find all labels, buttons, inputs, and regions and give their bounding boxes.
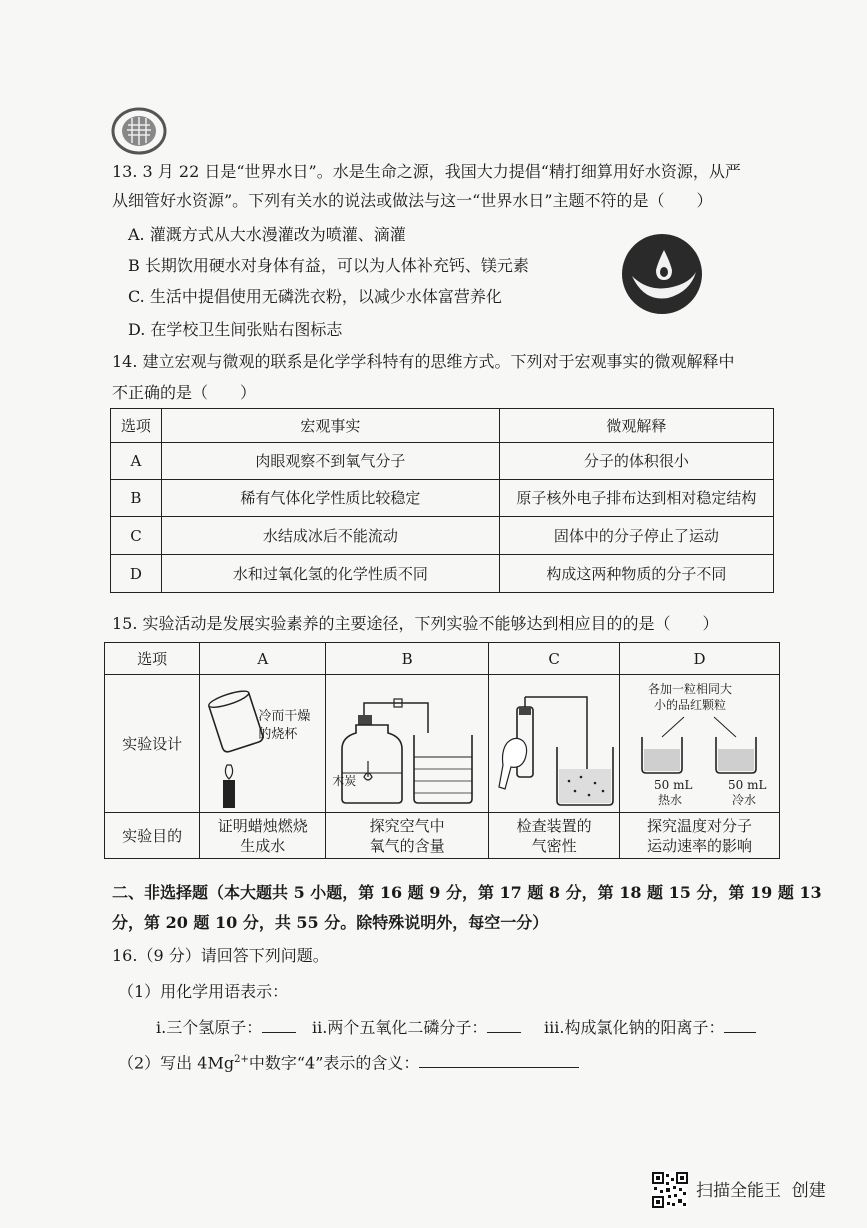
q13-stem-line2: 从细管好水资源”。下列有关水的说法或做法与这一“世界水日”主题不符的是（ ） — [112, 191, 713, 210]
q14-stem-line1: 14. 建立宏观与微观的联系是化学学科特有的思维方式。下列对于宏观事实的微观解释中 — [112, 352, 735, 371]
table-header-row — [111, 409, 774, 443]
figure-a-label-line2: 的烧杯 — [258, 727, 298, 742]
header-cell: 宏观事实 — [161, 409, 499, 443]
figure-b-label: 木炭 — [332, 774, 357, 788]
figure-b-cell — [326, 675, 489, 813]
figure-d-left-volume: 50 mL — [654, 778, 693, 792]
q16-sub1: （1）用化学用语表示： — [118, 982, 289, 1001]
section2-heading-line2: 分，第 20 题 10 分，共 55 分。除特殊说明外，每空一分） — [112, 913, 549, 932]
q16-stem: 16.（9 分）请回答下列问题。 — [112, 946, 329, 965]
table-header-row — [105, 643, 780, 675]
purpose-c-line1: 检查装置的 — [516, 816, 592, 835]
figure-d-top-line2: 小的品红颗粒 — [654, 698, 727, 712]
purpose-c-line2: 气密性 — [531, 836, 577, 855]
header-cell: 选项 — [111, 409, 162, 443]
figure-a-label-line1: 冷而干燥 — [258, 709, 311, 724]
figure-c-cell — [489, 675, 620, 813]
answer-blank-sub2[interactable] — [419, 1053, 579, 1068]
cell: 稀有气体化学性质比较稳定 — [161, 480, 499, 517]
table-row — [111, 480, 774, 517]
purpose-b — [326, 813, 489, 859]
header-cell: C — [489, 643, 620, 675]
cell: 固体中的分子停止了运动 — [499, 517, 773, 555]
q16-sub2-prefix: （2）写出 4Mg — [118, 1053, 235, 1073]
figure-d-right-temp: 冷水 — [732, 793, 757, 807]
q16-item-ii-label: ii.两个五氧化二磷分子： — [312, 1018, 488, 1037]
q13-option-a: A. 灌溉方式从大水漫灌改为喷灌、滴灌 — [128, 225, 406, 244]
figure-a-cell — [200, 675, 326, 813]
table-row — [111, 443, 774, 480]
design-label: 实验设计 — [105, 675, 200, 813]
purpose-d-line2: 运动速率的影响 — [647, 836, 753, 855]
cell: 构成这两种物质的分子不同 — [499, 555, 773, 593]
purpose-c — [489, 813, 620, 859]
table-row — [105, 675, 780, 813]
header-cell: A — [200, 643, 326, 675]
figure-d-right-volume: 50 mL — [728, 778, 767, 792]
header-cell: 选项 — [105, 643, 200, 675]
q13-option-c: C. 生活中提倡使用无磷洗衣粉，以减少水体富营养化 — [128, 287, 502, 306]
q15-stem: 15. 实验活动是发展实验素养的主要途径，下列实验不能够达到相应目的的是（ ） — [112, 614, 719, 633]
cell: 肉眼观察不到氧气分子 — [161, 443, 499, 480]
cell: D — [111, 555, 162, 593]
q16-item-iii-label: iii.构成氯化钠的阳离子： — [544, 1018, 725, 1037]
seal-logo — [110, 103, 168, 155]
purpose-a-line1: 证明蜡烛燃烧 — [217, 816, 308, 835]
cell: A — [111, 443, 162, 480]
cell: 分子的体积很小 — [499, 443, 773, 480]
table-row — [111, 517, 774, 555]
purpose-a-line2: 生成水 — [240, 836, 286, 855]
q16-sub2-suffix: 中数字“4”表示的含义： — [248, 1053, 420, 1073]
candle-beaker-figure — [203, 677, 323, 811]
cell: B — [111, 480, 162, 517]
air-oxygen-apparatus-figure — [328, 677, 486, 811]
purpose-label: 实验目的 — [105, 813, 200, 859]
q16-item-i — [156, 1018, 296, 1038]
header-cell: B — [326, 643, 489, 675]
q14-table — [110, 408, 774, 593]
answer-blank-ii[interactable] — [487, 1018, 521, 1033]
cell: 水结成冰后不能流动 — [161, 517, 499, 555]
section2-heading-line1: 二、非选择题（本大题共 5 小题，第 16 题 9 分，第 17 题 8 分，第 18 题 15 分，第 19 题 13 — [112, 883, 822, 902]
figure-d-cell — [620, 675, 780, 813]
figure-d-left-temp: 热水 — [658, 793, 683, 807]
purpose-b-line2: 氧气的含量 — [369, 836, 445, 855]
purpose-b-line1: 探究空气中 — [369, 816, 445, 835]
cell: C — [111, 517, 162, 555]
airtightness-check-figure — [491, 677, 617, 811]
q16-sub2 — [118, 1050, 579, 1073]
table-row — [105, 813, 780, 859]
q15-table — [104, 642, 780, 859]
header-cell: D — [620, 643, 780, 675]
purpose-d-line1: 探究温度对分子 — [647, 816, 753, 835]
q16-item-ii — [312, 1018, 521, 1038]
q13-stem-line1: 13. 3 月 22 日是“世界水日”。水是生命之源，我国大力提倡“精打细算用好水资源，从严 — [112, 162, 741, 181]
water-saving-emblem-icon — [620, 232, 704, 316]
cell: 水和过氧化氢的化学性质不同 — [161, 555, 499, 593]
q14-stem-line2: 不正确的是（ ） — [112, 383, 257, 402]
purpose-d — [620, 813, 780, 859]
cell: 原子核外电子排布达到相对稳定结构 — [499, 480, 773, 517]
figure-d-top-line1: 各加一粒相同大 — [648, 682, 733, 696]
table-row — [111, 555, 774, 593]
q16-item-iii — [544, 1018, 756, 1038]
q16-item-i-label: i.三个氢原子： — [156, 1018, 263, 1037]
q13-option-d: D. 在学校卫生间张贴右图标志 — [128, 320, 343, 339]
qr-code-icon — [652, 1172, 688, 1208]
scanner-watermark: 扫描全能王 创建 — [696, 1181, 826, 1201]
charge-superscript: 2+ — [234, 1054, 249, 1065]
header-cell: 微观解释 — [499, 409, 773, 443]
answer-blank-i[interactable] — [262, 1018, 296, 1033]
purpose-a — [200, 813, 326, 859]
q13-option-b: B 长期饮用硬水对身体有益，可以为人体补充钙、镁元素 — [128, 256, 529, 275]
answer-blank-iii[interactable] — [724, 1018, 756, 1033]
